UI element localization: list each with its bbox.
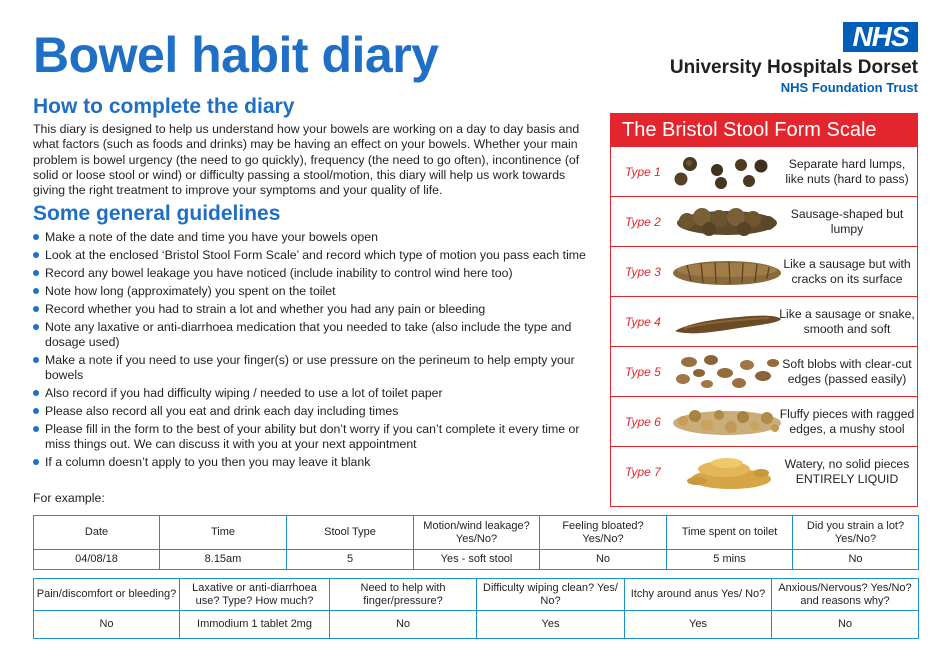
- stool-type-label: Type 4: [625, 314, 661, 329]
- list-item: [33, 455, 598, 470]
- stool-type-1-image: [669, 151, 784, 193]
- bristol-row-type-2: [611, 196, 917, 246]
- table-cell: 5: [287, 550, 414, 570]
- table-cell: No: [330, 611, 477, 639]
- guidelines-list: [33, 230, 598, 473]
- table-row: [34, 550, 919, 570]
- table-header-cell: Date: [34, 516, 160, 550]
- table-header-cell: Motion/wind leakage? Yes/No?: [414, 516, 540, 550]
- table-header-cell: Anxious/Nervous? Yes/No? and reasons why?: [772, 579, 919, 611]
- table-cell: 04/08/18: [34, 550, 160, 570]
- bullet-icon: [33, 408, 39, 414]
- guideline-text: Note any laxative or anti-diarrhoea medication that you needed to take (also include the type and dosage used): [45, 320, 572, 349]
- table-header-cell: Feeling bloated? Yes/No?: [540, 516, 667, 550]
- bristol-row-type-4: [611, 296, 917, 346]
- bullet-icon: [33, 252, 39, 258]
- stool-type-description: Soft blobs with clear-cut edges (passed easily): [782, 357, 912, 386]
- list-item: [33, 284, 598, 299]
- table-header-row: [34, 579, 919, 611]
- how-to-heading: How to complete the diary: [33, 95, 295, 118]
- table-cell: Yes: [625, 611, 772, 639]
- table-cell: 5 mins: [667, 550, 793, 570]
- table-header-cell: Need to help with finger/pressure?: [330, 579, 477, 611]
- organisation-trust: NHS Foundation Trust: [780, 80, 918, 95]
- bristol-row-type-5: [611, 346, 917, 396]
- bullet-icon: [33, 270, 39, 276]
- bristol-stool-scale: [610, 113, 918, 507]
- guideline-text: Make a note of the date and time you have your bowels open: [45, 230, 378, 244]
- stool-type-label: Type 3: [625, 264, 661, 279]
- stool-type-description: Like a sausage or snake, smooth and soft: [779, 307, 915, 336]
- table-cell: No: [34, 611, 180, 639]
- stool-type-label: Type 2: [625, 214, 661, 229]
- table-row: [34, 611, 919, 639]
- bristol-row-type-6: [611, 396, 917, 446]
- stool-type-label: Type 6: [625, 414, 661, 429]
- bullet-icon: [33, 390, 39, 396]
- table-header-cell: Itchy around anus Yes/ No?: [625, 579, 772, 611]
- stool-type-label: Type 7: [625, 464, 661, 479]
- table-header-cell: Pain/discomfort or bleeding?: [34, 579, 180, 611]
- bristol-row-type-7: [611, 446, 917, 496]
- guideline-text: Note how long (approximately) you spent on the toilet: [45, 284, 336, 298]
- table-header-cell: Time spent on toilet: [667, 516, 793, 550]
- example-diary-table-2: [33, 578, 919, 639]
- intro-text: This diary is designed to help us understand how your bowels are working on a day to day basis and what factors (such as foods and drinks) may be having an effect on your bowels. Whether your main problem is bowel urgency (the need to go quickly), frequency (the need to go often), incontinence (of solid or loose stool or wind) or difficulty passing a stool/motion, this diary will help us work towards giving the right treatment to improve your symptoms and your quality of life.: [33, 122, 580, 198]
- bullet-icon: [33, 306, 39, 312]
- list-item: [33, 266, 598, 281]
- list-item: [33, 230, 598, 245]
- guidelines-heading: Some general guidelines: [33, 202, 281, 225]
- stool-type-description: Watery, no solid pieces ENTIRELY LIQUID: [784, 457, 910, 486]
- nhs-logo: NHS: [843, 22, 918, 52]
- list-item: [33, 422, 598, 452]
- stool-type-label: Type 5: [625, 364, 661, 379]
- table-cell: No: [793, 550, 919, 570]
- organisation-name: University Hospitals Dorset: [669, 57, 918, 78]
- bullet-icon: [33, 426, 39, 432]
- stool-type-description: Fluffy pieces with ragged edges, a mushy stool: [779, 407, 915, 436]
- bristol-row-type-1: [611, 146, 917, 196]
- bullet-icon: [33, 234, 39, 240]
- list-item: [33, 353, 598, 383]
- list-item: [33, 248, 598, 263]
- table-cell: Yes - soft stool: [414, 550, 540, 570]
- table-header-cell: Stool Type: [287, 516, 414, 550]
- table-header-cell: Time: [160, 516, 287, 550]
- for-example-label: For example:: [33, 491, 105, 505]
- guideline-text: If a column doesn’t apply to you then you may leave it blank: [45, 455, 371, 469]
- stool-type-3-image: [669, 251, 784, 293]
- table-header-cell: Did you strain a lot? Yes/No?: [793, 516, 919, 550]
- list-item: [33, 302, 598, 317]
- guideline-text: Please fill in the form to the best of your ability but don’t worry if you can’t complete it every time or miss things out. We can discuss it with you at your next appointment: [45, 422, 580, 451]
- stool-type-6-image: [669, 401, 784, 443]
- stool-type-label: Type 1: [625, 164, 661, 179]
- table-cell: Immodium 1 tablet 2mg: [180, 611, 330, 639]
- stool-type-description: Sausage-shaped but lumpy: [790, 207, 904, 236]
- list-item: [33, 320, 598, 350]
- page-title: Bowel habit diary: [33, 27, 439, 83]
- stool-type-description: Separate hard lumps, like nuts (hard to pass): [785, 157, 909, 186]
- table-header-row: [34, 516, 919, 550]
- table-cell: 8.15am: [160, 550, 287, 570]
- bristol-row-type-3: [611, 246, 917, 296]
- table-cell: Yes: [477, 611, 625, 639]
- stool-type-2-image: [669, 201, 784, 243]
- guideline-text: Also record if you had difficulty wiping / needed to use a lot of toilet paper: [45, 386, 443, 400]
- guideline-text: Record any bowel leakage you have noticed (include inability to control wind here too): [45, 266, 513, 280]
- stool-type-7-image: [669, 451, 784, 493]
- table-cell: No: [540, 550, 667, 570]
- stool-type-5-image: [669, 351, 784, 393]
- example-diary-table-1: [33, 515, 919, 570]
- table-header-cell: Laxative or anti-diarrhoea use? Type? How much?: [180, 579, 330, 611]
- guideline-text: Make a note if you need to use your finger(s) or use pressure on the perineum to help empty your bowels: [45, 353, 575, 382]
- guideline-text: Record whether you had to strain a lot and whether you had any pain or bleeding: [45, 302, 486, 316]
- stool-type-description: Like a sausage but with cracks on its surface: [783, 257, 911, 286]
- list-item: [33, 386, 598, 401]
- stool-type-4-image: [669, 301, 784, 343]
- bullet-icon: [33, 357, 39, 363]
- bullet-icon: [33, 324, 39, 330]
- bullet-icon: [33, 288, 39, 294]
- bristol-scale-title: The Bristol Stool Form Scale: [611, 114, 917, 146]
- guideline-text: Please also record all you eat and drink each day including times: [45, 404, 399, 418]
- list-item: [33, 404, 598, 419]
- table-header-cell: Difficulty wiping clean? Yes/ No?: [477, 579, 625, 611]
- table-cell: No: [772, 611, 919, 639]
- guideline-text: Look at the enclosed ‘Bristol Stool Form Scale’ and record which type of motion you pass each time: [45, 248, 586, 262]
- bullet-icon: [33, 459, 39, 465]
